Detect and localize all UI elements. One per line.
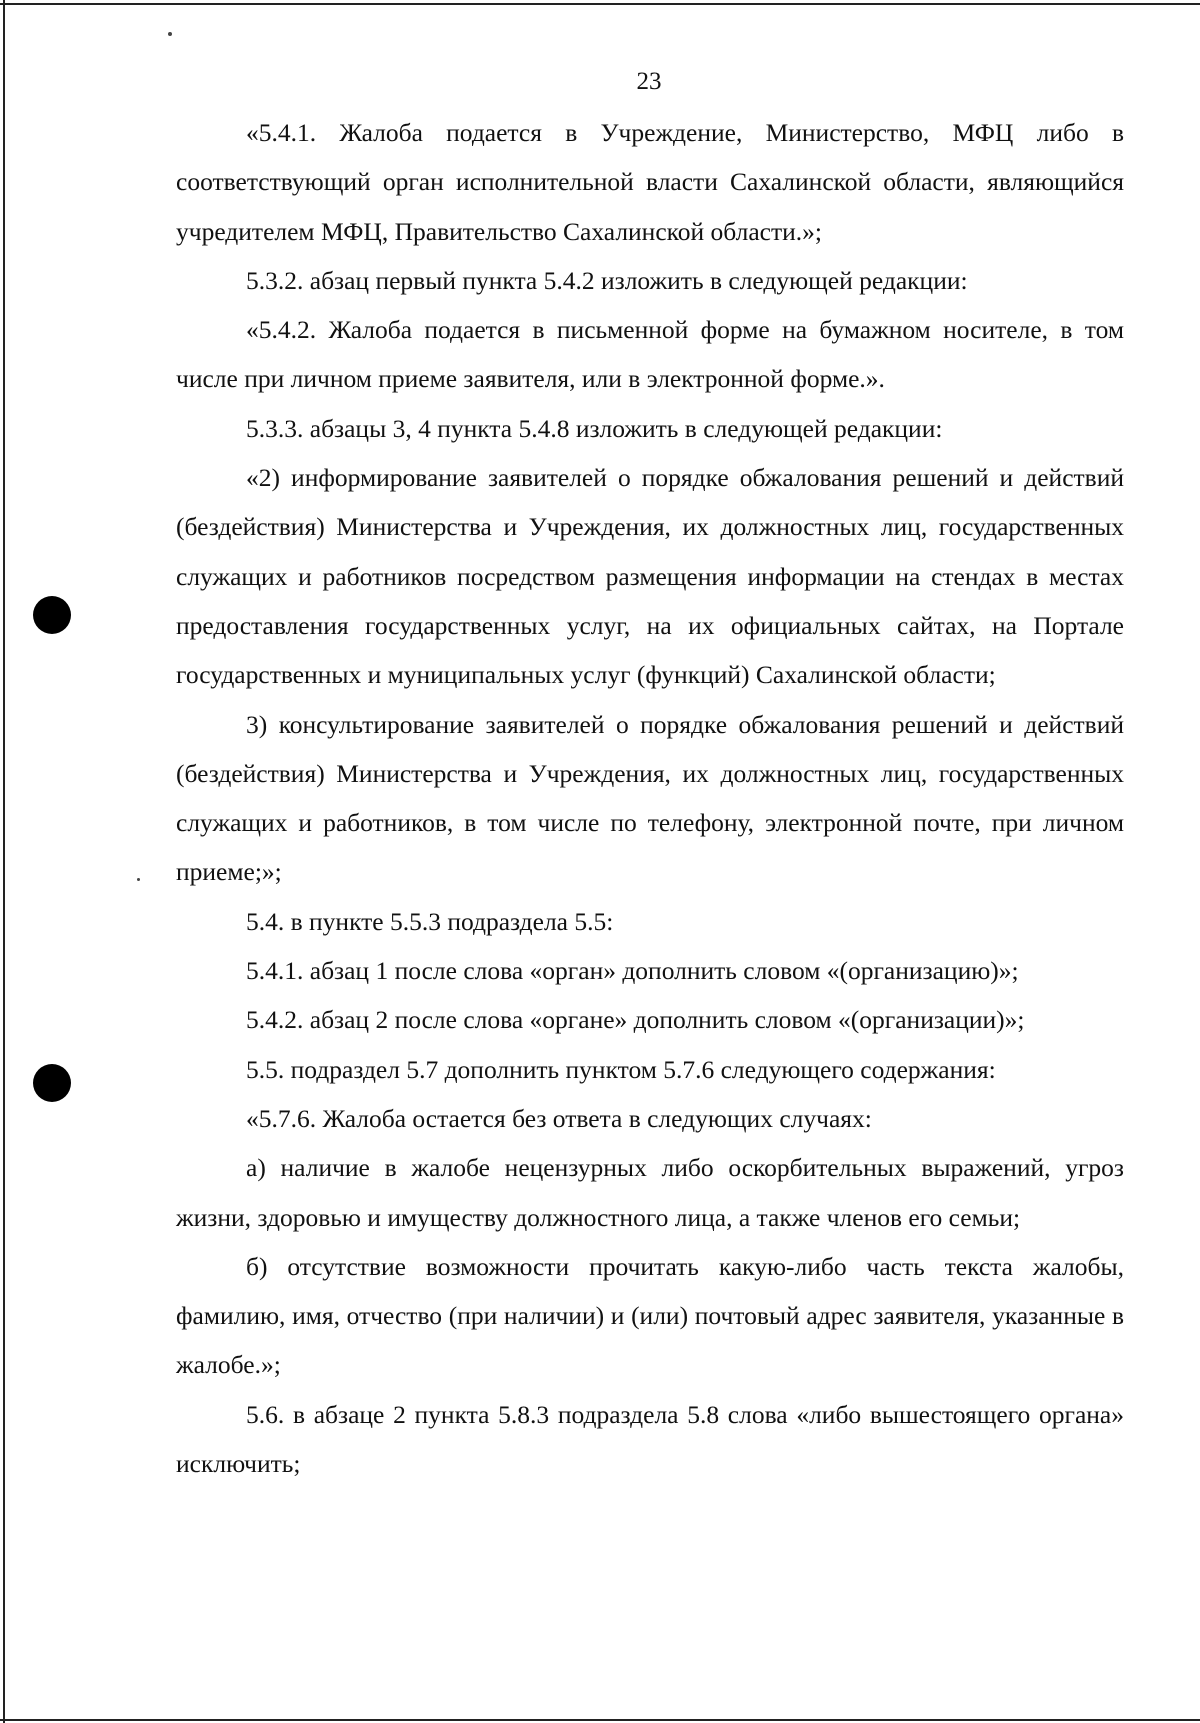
scan-edge-top: [0, 3, 1200, 5]
paragraph-5-4-2: 5.4.2. абзац 2 после слова «органе» дополнить словом «(организации)»;: [246, 1005, 1025, 1035]
paragraph-item-b: б) отсутствие возможности прочитать какую-либо часть текста жалобы, фамилию, имя, отчество (при наличии) и (или) почтовый адрес заявителя, указанные в жалобе.»;: [176, 1251, 1124, 1380]
punch-hole-mark: [33, 596, 71, 634]
scan-edge-left: [3, 0, 5, 1723]
paragraph-5-3-3: 5.3.3. абзацы 3, 4 пункта 5.4.8 изложить в следующей редакции:: [246, 413, 943, 443]
document-body: [176, 108, 1124, 1488]
paragraph-5-5: 5.5. подраздел 5.7 дополнить пунктом 5.7.6 следующего содержания:: [246, 1054, 996, 1084]
paragraph-5-6: 5.6. в абзаце 2 пункта 5.8.3 подраздела 5.8 слова «либо вышестоящего органа» исключить;: [176, 1399, 1124, 1479]
paragraph-item-a: а) наличие в жалобе нецензурных либо оскорбительных выражений, угроз жизни, здоровью и имуществу должностного лица, а также членов его семьи;: [176, 1153, 1124, 1232]
punch-hole-mark: [33, 1064, 71, 1102]
page-number: 23: [636, 68, 662, 95]
paragraph-5-3-2: 5.3.2. абзац первый пункта 5.4.2 изложить в следующей редакции:: [246, 265, 968, 295]
paragraph-item-2: «2) информирование заявителей о порядке обжалования решений и действий (бездействия) Министерства и Учреждения, их должностных лиц, государственных служащих и работников посредством размещения информации на стендах в местах предоставления государственных услуг, на их официальных сайтах, на Портале государственных и муниципальных услуг (функций) Сахалинской области;: [176, 463, 1124, 690]
paragraph-5-4: 5.4. в пункте 5.5.3 подраздела 5.5:: [246, 906, 614, 936]
scan-speck: [137, 878, 140, 881]
paragraph-5-4-2-quote: «5.4.2. Жалоба подается в письменной форме на бумажном носителе, в том числе при личном приеме заявителя, или в электронной форме.».: [176, 315, 1124, 394]
scan-edge-bottom: [0, 1719, 1200, 1721]
paragraph-5-7-6-quote: «5.7.6. Жалоба остается без ответа в следующих случаях:: [246, 1103, 872, 1133]
scan-speck: [168, 32, 172, 36]
paragraph-5-4-1-quote: «5.4.1. Жалоба подается в Учреждение, Министерство, МФЦ либо в соответствующий орган исполнительной власти Сахалинской области, являющийся учредителем МФЦ, Правительство Сахалинской области.»;: [176, 118, 1124, 246]
paragraph-item-3: 3) консультирование заявителей о порядке обжалования решений и действий (бездействия) Министерства и Учреждения, их должностных лиц, государственных служащих и работников, в том числе по телефону, электронной почте, при личном приеме;»;: [176, 709, 1124, 887]
paragraph-5-4-1: 5.4.1. абзац 1 после слова «орган» дополнить словом «(организацию)»;: [246, 956, 1019, 986]
